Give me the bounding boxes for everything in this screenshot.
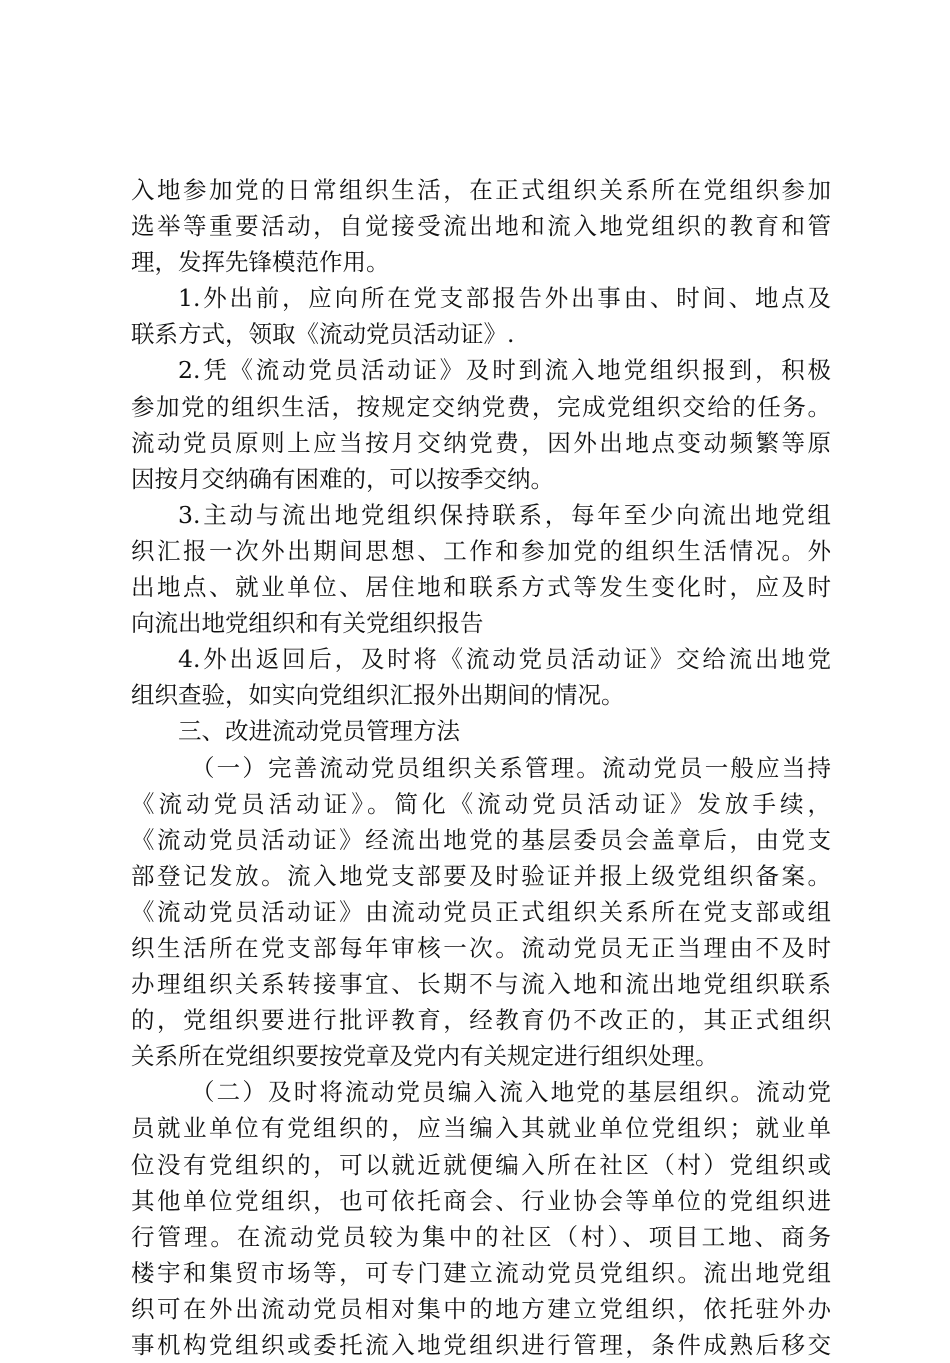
text-line: 位没有党组织的，可以就近就便编入所在社区（村）党组织或	[131, 1150, 831, 1179]
body-text	[131, 172, 831, 1363]
text-line: 组织查验，如实向党组织汇报外出期间的情况。	[131, 681, 625, 710]
text-line: 办理组织关系转接事宜、长期不与流入地和流出地党组织联系	[131, 970, 831, 999]
text-line: 入地参加党的日常组织生活，在正式组织关系所在党组织参加	[131, 176, 831, 204]
text-line: 行管理。在流动党员较为集中的社区（村）、项目工地、商务	[131, 1222, 831, 1251]
text-line: 织可在外出流动党员相对集中的地方建立党组织，依托驻外办	[131, 1294, 831, 1323]
text-line: 楼宇和集贸市场等，可专门建立流动党员党组织。流出地党组	[131, 1258, 831, 1287]
text-line: 选举等重要活动，自觉接受流出地和流入地党组织的教育和管	[131, 212, 831, 241]
text-line: （一）完善流动党员组织关系管理。流动党员一般应当持	[191, 753, 831, 782]
text-line: 4.外出返回后，及时将《流动党员活动证》交给流出地党	[178, 645, 831, 674]
text-line: 员就业单位有党组织的，应当编入其就业单位党组织；就业单	[131, 1114, 831, 1143]
text-line: 流动党员原则上应当按月交纳党费，因外出地点变动频繁等原	[131, 428, 831, 457]
text-line: 《流动党员活动证》由流动党员正式组织关系所在党支部或组	[131, 897, 831, 926]
text-line: 2.凭《流动党员活动证》及时到流入地党组织报到，积极	[178, 356, 831, 385]
text-line: 联系方式，领取《流动党员活动证》.	[131, 320, 515, 349]
text-line: 织汇报一次外出期间思想、工作和参加党的组织生活情况。外	[131, 536, 831, 565]
text-line: 《流动党员活动证》。简化《流动党员活动证》发放手续，	[131, 789, 831, 818]
text-line: 《流动党员活动证》经流出地党的基层委员会盖章后，由党支	[131, 825, 831, 854]
text-line: 部登记发放。流入地党支部要及时验证并报上级党组织备案。	[131, 861, 831, 890]
text-line: 3.主动与流出地党组织保持联系，每年至少向流出地党组	[178, 500, 831, 529]
text-line: 1.外出前，应向所在党支部报告外出事由、时间、地点及	[178, 284, 831, 313]
text-line: 出地点、就业单位、居住地和联系方式等发生变化时，应及时	[131, 573, 831, 602]
text-line: 的，党组织要进行批评教育，经教育仍不改正的，其正式组织	[131, 1006, 831, 1035]
text-line: 参加党的组织生活，按规定交纳党费，完成党组织交给的任务。	[131, 392, 831, 421]
text-line: 关系所在党组织要按党章及党内有关规定进行组织处理。	[131, 1042, 719, 1071]
text-line: 向流出地党组织和有关党组织报告	[131, 609, 484, 638]
section-heading: 三、改进流动党员管理方法	[178, 717, 460, 746]
text-line: 织生活所在党支部每年审核一次。流动党员无正当理由不及时	[131, 933, 831, 962]
text-line: 其他单位党组织，也可依托商会、行业协会等单位的党组织进	[131, 1186, 831, 1215]
text-line: 因按月交纳确有困难的，可以按季交纳。	[131, 464, 554, 493]
text-line: 事机构党组织或委托流入地党组织进行管理，条件成熟后移交	[131, 1331, 831, 1359]
text-line: （二）及时将流动党员编入流入地党的基层组织。流动党	[191, 1078, 831, 1107]
text-line: 理，发挥先锋模范作用。	[131, 248, 390, 277]
